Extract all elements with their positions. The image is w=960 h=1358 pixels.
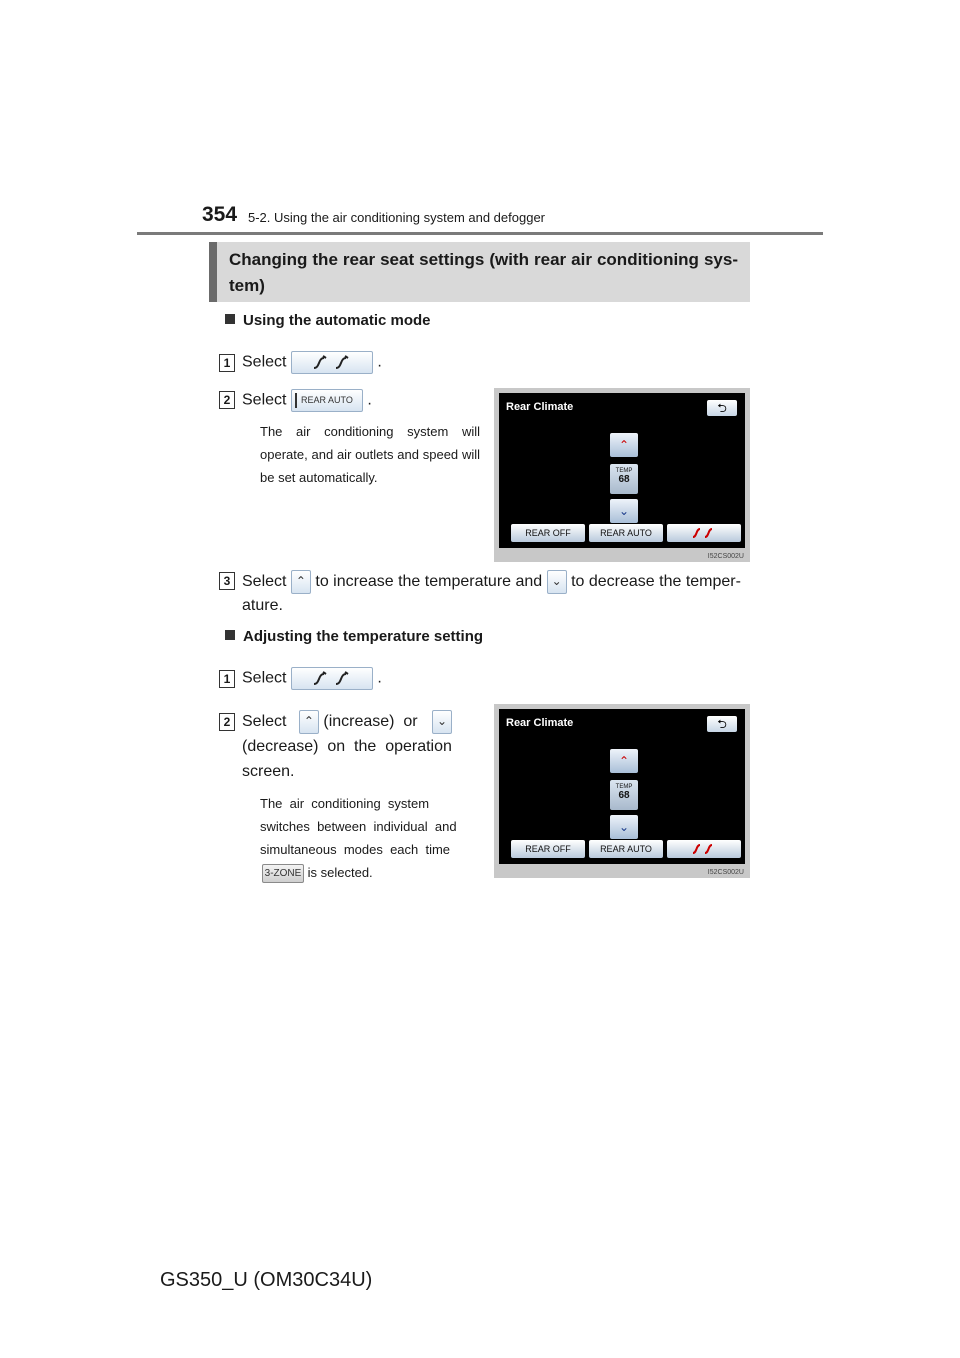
back-icon: ⮌ <box>707 400 737 416</box>
page-number: 354 <box>202 203 238 226</box>
chapter-title: 5-2. Using the air conditioning system and defogger <box>248 210 546 225</box>
temp-display: TEMP 68 <box>610 780 638 810</box>
section-title: Changing the rear seat settings (with rear air conditioning sys-tem) <box>209 242 750 302</box>
temp-up-icon: ⌃ <box>610 749 638 773</box>
rear-off-button: REAR OFF <box>511 840 585 858</box>
step-text-wrap: ature. <box>242 597 283 614</box>
down-arrow-icon: ⌄ <box>547 570 567 594</box>
rear-auto-button: REAR AUTO <box>589 524 663 542</box>
step-number: 2 <box>219 391 235 409</box>
step-text-line2: (decrease) on the operation <box>242 738 452 755</box>
step-text: Select REAR AUTO . <box>242 389 372 412</box>
rear-auto-button: REAR AUTO <box>589 840 663 858</box>
temp-down-icon: ⌄ <box>610 815 638 839</box>
fan-mode-button <box>667 840 741 858</box>
back-icon: ⮌ <box>707 716 737 732</box>
step-number: 1 <box>219 354 235 372</box>
temp-display: TEMP 68 <box>610 464 638 494</box>
step-number: 2 <box>219 713 235 731</box>
rear-auto-button-icon: REAR AUTO <box>291 389 363 412</box>
note-line: 3-ZONE is selected. <box>262 861 373 884</box>
subheading-auto-mode: Using the automatic mode <box>225 312 431 329</box>
step-text: Select ⌃ to increase the temperature and ⌄ to decrease the temper- <box>242 570 752 594</box>
down-arrow-icon: ⌄ <box>432 710 452 734</box>
note-line: switches between individual and <box>260 819 457 834</box>
step-number: 3 <box>219 572 235 590</box>
screen-title: Rear Climate <box>506 717 574 729</box>
header-divider <box>137 232 823 235</box>
screen-title: Rear Climate <box>506 401 574 413</box>
step-text-line3: screen. <box>242 763 295 780</box>
note-line: The air conditioning system <box>260 796 430 811</box>
step-text: Select ⌃ (increase) or ⌄ <box>242 710 480 734</box>
fan-mode-icon <box>291 667 373 690</box>
fan-mode-icon <box>291 351 373 374</box>
note-line: simultaneous modes each time <box>260 842 451 857</box>
bullet-square-icon <box>225 314 235 324</box>
up-arrow-icon: ⌃ <box>291 570 311 594</box>
temp-up-icon: ⌃ <box>610 433 638 457</box>
bullet-square-icon <box>225 630 235 640</box>
up-arrow-icon: ⌃ <box>299 710 319 734</box>
step-text: Select . <box>242 667 382 690</box>
footer-model: GS350_U (OM30C34U) <box>160 1269 373 1291</box>
step-text: Select . <box>242 351 382 374</box>
step-note: The air conditioning system will operate, and air outlets and speed will be set automatically. <box>260 424 480 485</box>
image-code: I52CS002U <box>707 553 744 560</box>
subheading-temp-setting: Adjusting the temperature setting <box>225 628 483 645</box>
rear-off-button: REAR OFF <box>511 524 585 542</box>
rear-climate-screen-image <box>494 704 750 878</box>
step-number: 1 <box>219 670 235 688</box>
temp-down-icon: ⌄ <box>610 499 638 523</box>
rear-climate-screen-image <box>494 388 750 562</box>
three-zone-button-icon: 3-ZONE <box>262 864 304 883</box>
image-code: I52CS002U <box>707 869 744 876</box>
fan-mode-button <box>667 524 741 542</box>
